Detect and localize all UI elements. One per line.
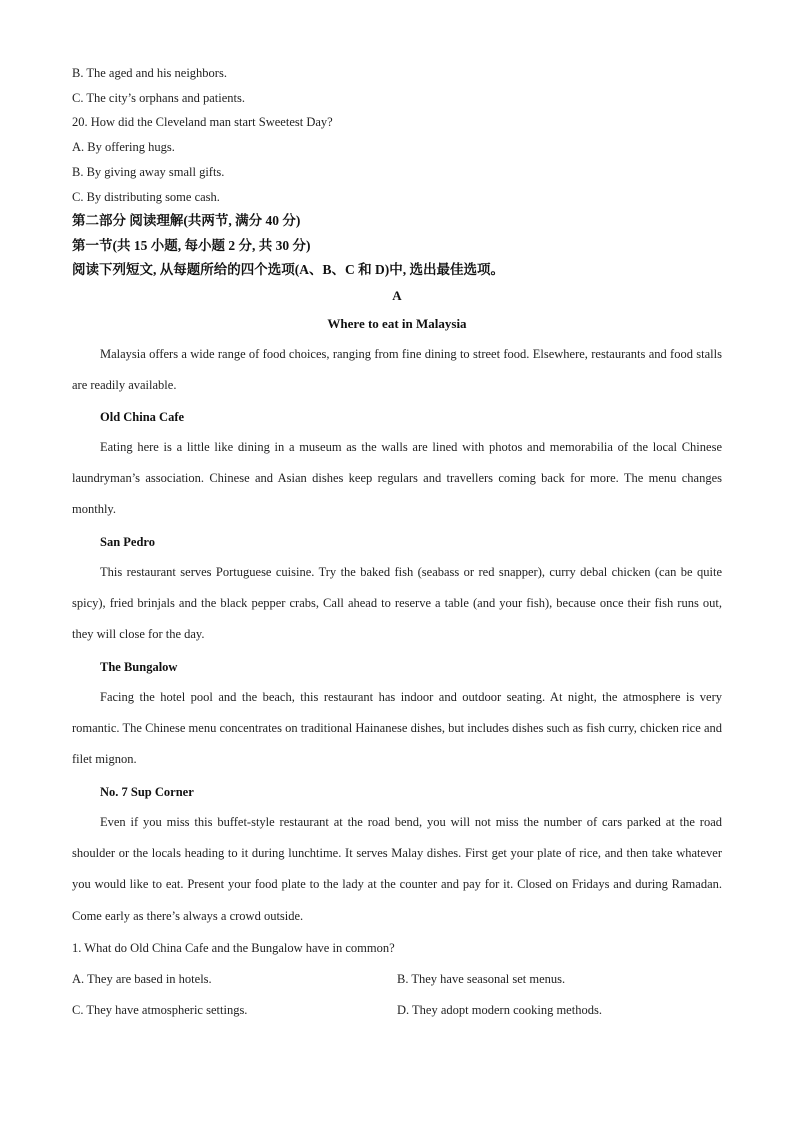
place-heading-no7-sup-corner: No. 7 Sup Corner bbox=[100, 785, 194, 799]
place-heading-san-pedro: San Pedro bbox=[100, 535, 155, 549]
prev-option-b: B. The aged and his neighbors. bbox=[72, 66, 227, 80]
prev-option-c: C. The city’s orphans and patients. bbox=[72, 91, 246, 105]
q1-option-c: C. They have atmospheric settings. bbox=[72, 1003, 248, 1017]
place-text-the-bungalow: Facing the hotel pool and the beach, this restaurant has indoor and outdoor seating. At night, the atmosphere is very romantic. The Chinese menu concentrates on traditional Hainanese dishes, but includes dishes such as fish curry, chicken rice and filet mignon. bbox=[72, 690, 722, 767]
q20-option-b: B. By giving away small gifts. bbox=[72, 165, 225, 179]
place-heading-old-china-cafe: Old China Cafe bbox=[100, 410, 185, 424]
instruction: 阅读下列短文, 从每题所给的四个选项(A、B、C 和 D)中, 选出最佳选项。 bbox=[72, 262, 504, 277]
q1-option-b: B. They have seasonal set menus. bbox=[397, 972, 566, 986]
question-20: 20. How did the Cleveland man start Sweetest Day? bbox=[72, 115, 333, 129]
place-heading-the-bungalow: The Bungalow bbox=[100, 660, 178, 674]
part-title: 第二部分 阅读理解(共两节, 满分 40 分) bbox=[72, 213, 301, 228]
passage-title: Where to eat in Malaysia bbox=[327, 316, 467, 331]
q1-option-d: D. They adopt modern cooking methods. bbox=[397, 1003, 602, 1017]
passage-intro: Malaysia offers a wide range of food choices, ranging from fine dining to street food. Elsewhere, restaurants and food stalls are readily available. bbox=[72, 347, 722, 393]
place-text-old-china-cafe: Eating here is a little like dining in a museum as the walls are lined with photos and memorabilia of the local Chinese laundryman’s association. Chinese and Asian dishes keep regulars and travellers coming back for more. The menu changes monthly. bbox=[72, 440, 722, 517]
subsection-title: 第一节(共 15 小题, 每小题 2 分, 共 30 分) bbox=[72, 238, 311, 253]
q20-option-c: C. By distributing some cash. bbox=[72, 190, 220, 204]
q1-option-a: A. They are based in hotels. bbox=[72, 972, 212, 986]
place-text-san-pedro: This restaurant serves Portuguese cuisine. Try the baked fish (seabass or red snapper), curry debal chicken (can be quite spicy), fried brinjals and the black pepper crabs, Call ahead to reserve a table (and your fish), because once their fish runs out, they will close for the day. bbox=[72, 565, 722, 642]
place-text-no7-sup-corner: Even if you miss this buffet-style restaurant at the road bend, you will not miss the number of cars parked at the road shoulder or the locals heading to it during lunchtime. It serves Malay dishes. First get your plate of rice, and then take whatever you would like to eat. Present your food plate to the lady at the counter and pay for it. Closed on Fridays and during Ramadan. Come early as there’s always a crowd outside. bbox=[72, 815, 722, 923]
question-1: 1. What do Old China Cafe and the Bungalow have in common? bbox=[72, 941, 395, 955]
q20-option-a: A. By offering hugs. bbox=[72, 140, 175, 154]
passage-letter: A bbox=[392, 288, 402, 303]
